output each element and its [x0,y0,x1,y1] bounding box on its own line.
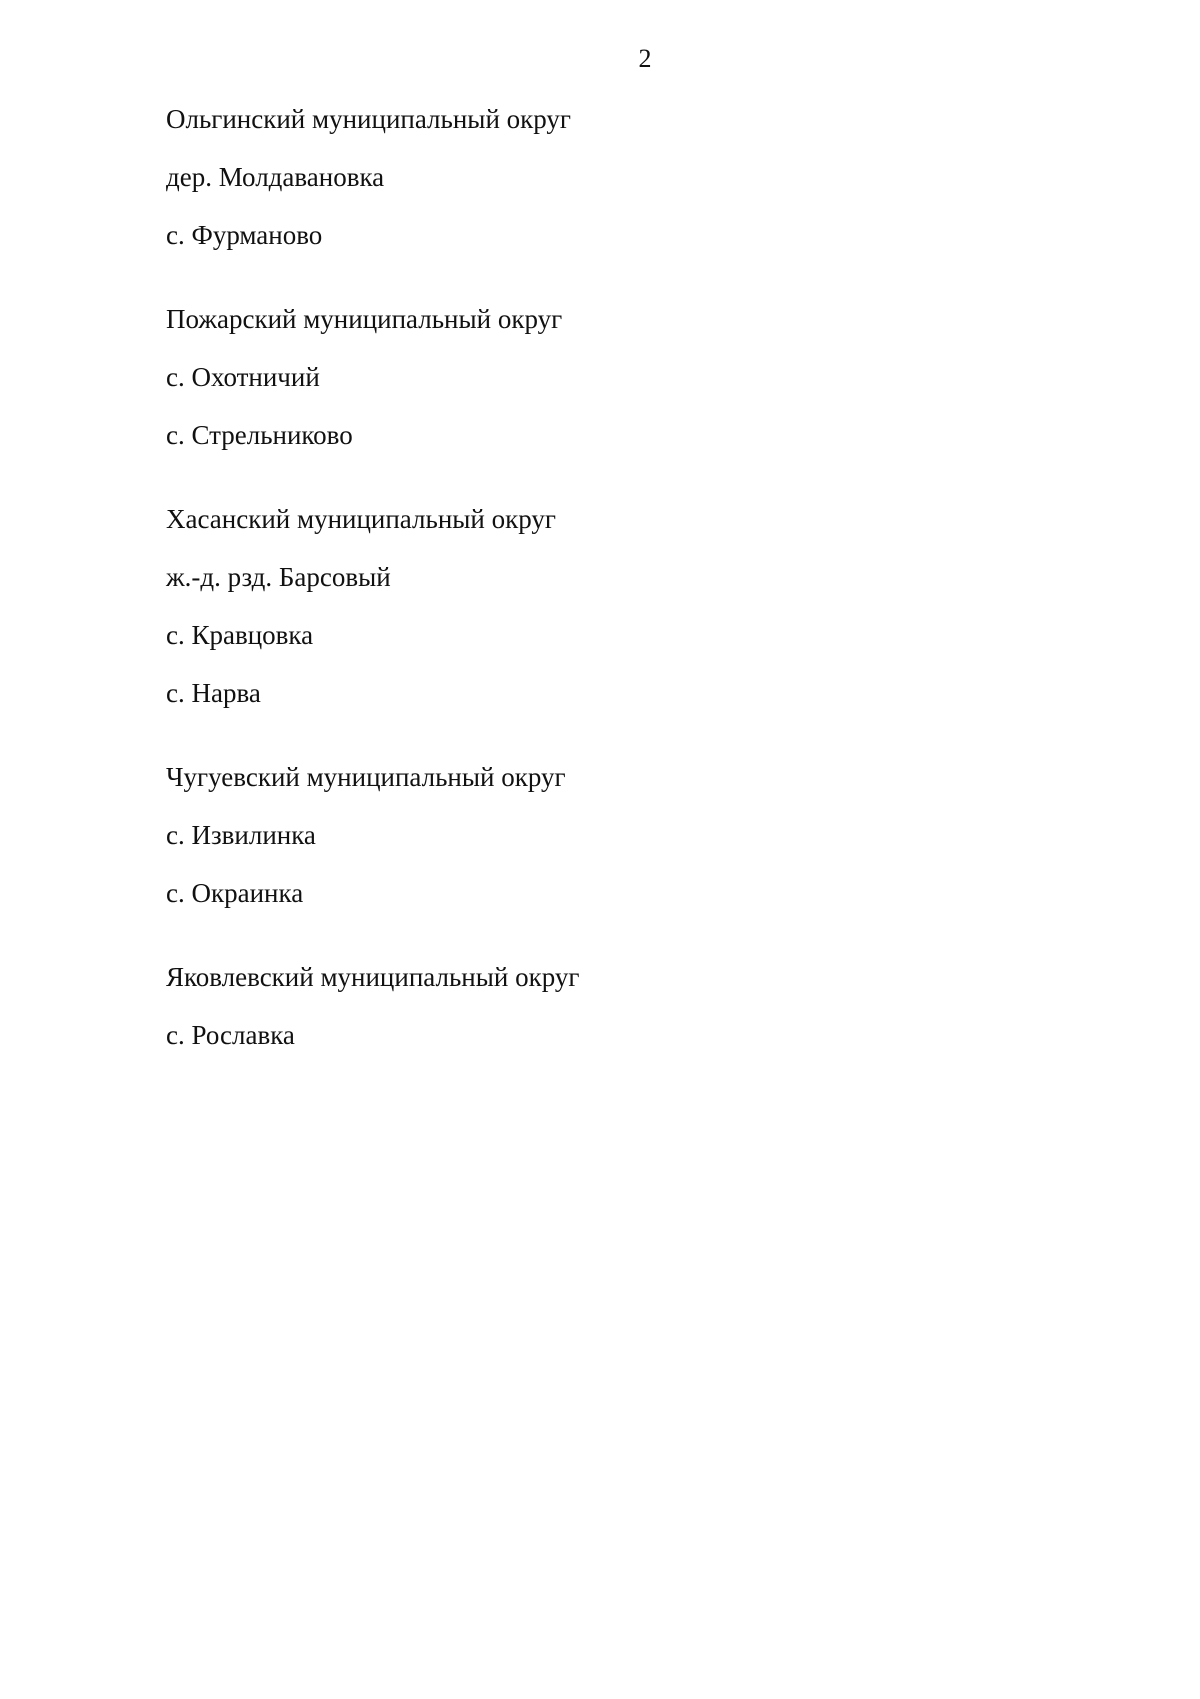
district-khasansky [166,504,1066,708]
district-list [166,104,1066,1104]
settlement-list [166,1020,1066,1050]
settlement-list [166,562,1066,708]
district-name: Хасанский муниципальный округ [166,504,556,534]
district-pozharsky [166,304,1066,450]
settlement-item: с. Рославка [166,1020,295,1050]
settlement-item: с. Извилинка [166,820,316,850]
district-olginsky [166,104,1066,250]
settlement-item: с. Кравцовка [166,620,314,650]
settlement-item: с. Фурманово [166,220,323,250]
district-chuguevsky [166,762,1066,908]
settlement-item: ж.-д. рзд. Барсовый [166,562,391,592]
settlement-list [166,820,1066,908]
settlement-item: с. Нарва [166,678,261,708]
page-number: 2 [638,44,652,73]
district-name: Чугуевский муниципальный округ [166,762,566,792]
district-name: Пожарский муниципальный округ [166,304,563,334]
settlement-item: с. Стрельниково [166,420,353,450]
settlement-item: с. Окраинка [166,878,304,908]
settlement-item: с. Охотничий [166,362,320,392]
district-name: Ольгинский муниципальный округ [166,104,571,134]
settlement-list [166,362,1066,450]
settlement-list [166,162,1066,250]
district-name: Яковлевский муниципальный округ [166,962,580,992]
settlement-item: дер. Молдавановка [166,162,385,192]
district-yakovlevsky [166,962,1066,1050]
